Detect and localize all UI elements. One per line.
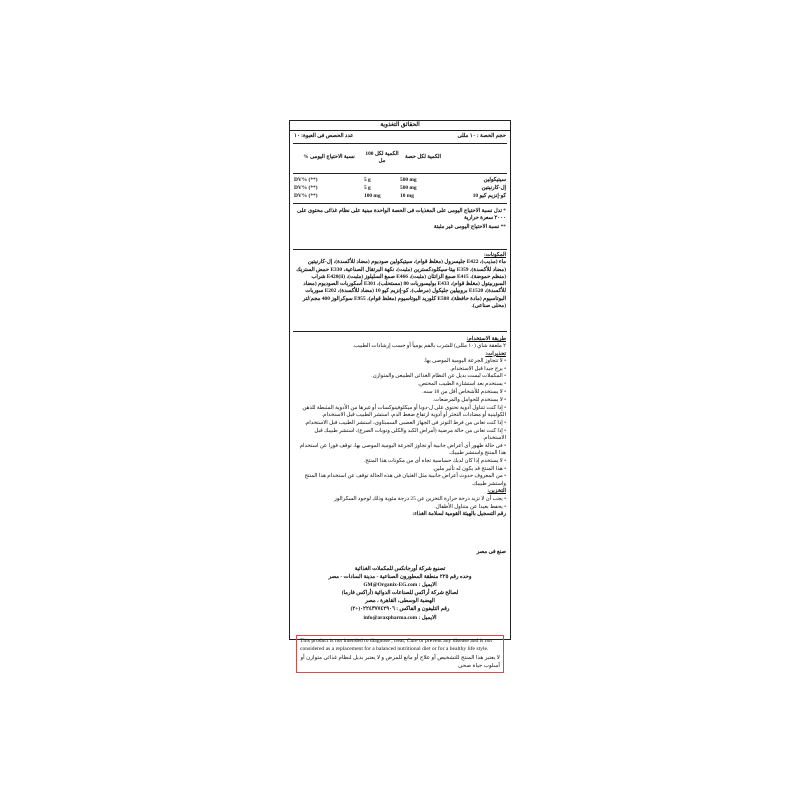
nutrient-name: إل-كارنيتين (481, 185, 506, 191)
header-per-100: الكمية لكل 100 مل (365, 150, 399, 164)
company-info (290, 566, 510, 623)
divider (293, 203, 507, 204)
table-row (294, 184, 506, 192)
dv-value: DV% (**) (294, 193, 318, 199)
usage-text: ٢ ملعقة شاي (١٠ مللى) للشرب بالفم يومياً أو حسب إرشادات الطبيب. (352, 343, 506, 350)
divider (293, 331, 507, 332)
usage-section (294, 336, 506, 519)
per-100-value: 100 mg (364, 193, 381, 199)
divider (293, 249, 507, 250)
divider (293, 173, 507, 174)
serving-row (294, 133, 506, 140)
nutrient-name: سيتيكولين (483, 177, 506, 183)
nutrient-name: كو-إنزيم كيو 10 (472, 193, 506, 199)
company-line: وحده رقم ٢٢٥ منطقة المطورون الصناعية - مدينة السادات - مصر (328, 574, 472, 581)
per-serving-value: 500 mg (400, 185, 417, 191)
disclaimer-box (296, 635, 504, 673)
table-row (294, 176, 506, 184)
warning-item: • يستخدم بعد استشارة الطبيب المختص. (417, 381, 506, 388)
facts-title: الحقائق التغذوية (290, 121, 510, 131)
company-line: الهضبة الوسطى، القاهرة ، مصر (365, 598, 435, 605)
per-serving-value: 500 mg (400, 177, 417, 183)
storage-heading: التخزين: (487, 488, 506, 495)
registration-number: رقم التسجيل بالهيئة القومية لسلامة الغذاء: (412, 511, 506, 518)
divider (293, 143, 507, 144)
warning-item: • هذا المنتج قد يكون له تأثير ملين. (432, 465, 506, 472)
facts-notes (294, 208, 506, 232)
usage-heading: طريقة الاستخدام: (466, 336, 506, 342)
warning-item: • إذا كنت تتناول أدوية تحتوى على ل-دوبا أو ميكلوفينوكسات أو غيرها من الأدوية المثبطة للذهن الكولينية أو مضادات التخثر أو أدوية ارتفاع ضغط الدم، استشر الطبيب قبل الاستخدام. (302, 404, 506, 418)
storage-item: • يجب أن لا تزيد درجة حرارة التخزين عن 25 درجة مئوية وذلك لوجود السكرالوز (334, 495, 506, 502)
header-per-serving: الكمية لكل حصة (404, 154, 442, 161)
ingredients-text: ماء (مذيب)، E422 جليسرول (مغلظ قوام)، سيتيكولين صوديوم (مضاد للأكسدة)، إل-كارنيتين (مضاد للأكسدة)، E359 بيتا-سيكلودكسترين (مثبت)، نكهة البرتقال الصناعية، E330 حمض الستريك (منظم حموضة)، E415 صمغ الزانثان (مثبت)، E466 صمغ السليلوز (مثبت)، E420(ii) شراب السوربيتول (مغلظ قوام)، E433 بوليسوربات 80 (مستحلب)، E301 أسكوربات الصوديوم (مضاد للأكسدة)، E1520 بروبيلين جليكول (مرطب)، كو-إنزيم كيو 10 (مضاد للأكسدة)، E202 سوربات البوتاسيوم (مادة حافظة)، E508 كلوريد البوتاسيوم (مغلظ قوام)، E955 سوكرالوز 400 مجم/لتر (محلى صناعى). (296, 259, 506, 310)
serving-size: حجم الحصة : ١٠ مللى (457, 133, 506, 139)
dv-note: * تدل نسبة الاحتياج اليومى على المغذيات فى الحصة الواحدة مبنية على نظام غذائى محتوى على ٢٠٠٠ سعرة حرارية (297, 208, 506, 222)
header-dv: نسبة الاحتياج اليومى % (303, 154, 355, 161)
warning-item: • لا يستخدم للحوامل والمرضعات. (432, 396, 506, 403)
supplement-label (289, 120, 511, 669)
warning-item: • لا يستخدم للأشخاص أقل من 18 سنه. (422, 389, 506, 396)
servings-per-container: عدد الحصص فى العبوة: ١٠ (294, 133, 354, 139)
warning-item: • فى حالة ظهور أى أعراض جانبية أو تجاوز الجرعة اليومية الموصى بها، توقف فورا عن استخدام هذا المنتج واستشر طبيبك. (299, 442, 506, 456)
warning-item: • المكملات ليست بديل عن النظام الغذائى الطبيعى والمتوازن. (371, 373, 506, 380)
storage-item: • يحفظ بعيدا عن متناول الأطفال. (434, 503, 506, 510)
disclaimer-arabic: لا يعتبر هذا المنتج للتشخيص أو علاج أو مانع للمرض و لا يعتبر بديل لنظام غذائى متوازن أو أسلوب حياة صحى (300, 655, 500, 669)
per-100-value: 5 g (364, 177, 371, 183)
made-in: صنع فى مصر (476, 549, 506, 555)
facts-table-body (294, 176, 506, 200)
company-phone: رقم التليفون و الفاكس : ٠٢٢٤٣٧٧٤٢٩٠٦(+٢) (350, 606, 450, 613)
warnings-heading: تحذيرات: (485, 350, 506, 357)
ingredients-section (294, 252, 506, 310)
per-serving-value: 10 mg (400, 193, 414, 199)
warning-item: • يرج جيدا قبل الاستخدام. (449, 365, 506, 372)
warning-item: • إذا كنت تعانى من فرط التوتر فى الجهاز العصبى السمبثاوى، استشر الطبيب قبل الاستخدام. (304, 419, 506, 426)
dv-not-established-note: ** نسبة الاحتياج اليومى غير مثبتة (433, 223, 506, 230)
per-100-value: 5 g (364, 185, 371, 191)
disclaimer-english: This product is not intended to diagnose , treat, Cure or prevent any disease and is not considered as a replacement for a balanced nutritional diet or for a healthy life style. (300, 638, 493, 652)
company-email: الايميل : info@araxpharma.com (363, 614, 437, 621)
ingredients-heading: المكونات: (483, 252, 506, 258)
company-email: الايميل : GM@Organix-EG.com (363, 582, 437, 589)
facts-table-header (294, 146, 506, 170)
dv-value: DV% (**) (294, 185, 318, 191)
company-line: لصالح شركة أراكس للصناعات الدوائية (أراكس فارما) (341, 590, 459, 597)
company-line: تصنيع شركة أورجانكس للمكملات الغذائية (354, 566, 446, 572)
table-row (294, 192, 506, 200)
warning-item: • لا يستخدم إذا كان لديك حساسية تجاه أى من مكونات هذا المنتج. (363, 457, 506, 464)
warning-item: • من المعروف حدوث أعراض جانبية مثل الغثيان فى هذه الحالة توقف عن استخدام هذا المنتج واستشر طبيبك. (304, 473, 506, 487)
warning-item: • لا تتجاوز الجرعة اليومية الموصى بها. (423, 357, 506, 364)
warning-item: • إذا كنت تعانى من حالة مرضية (أمراض الكبد والكلى ونوبات الصرع)، استشر طبيبك قبل الاستخدام. (314, 427, 506, 441)
dv-value: DV% (**) (294, 177, 318, 183)
